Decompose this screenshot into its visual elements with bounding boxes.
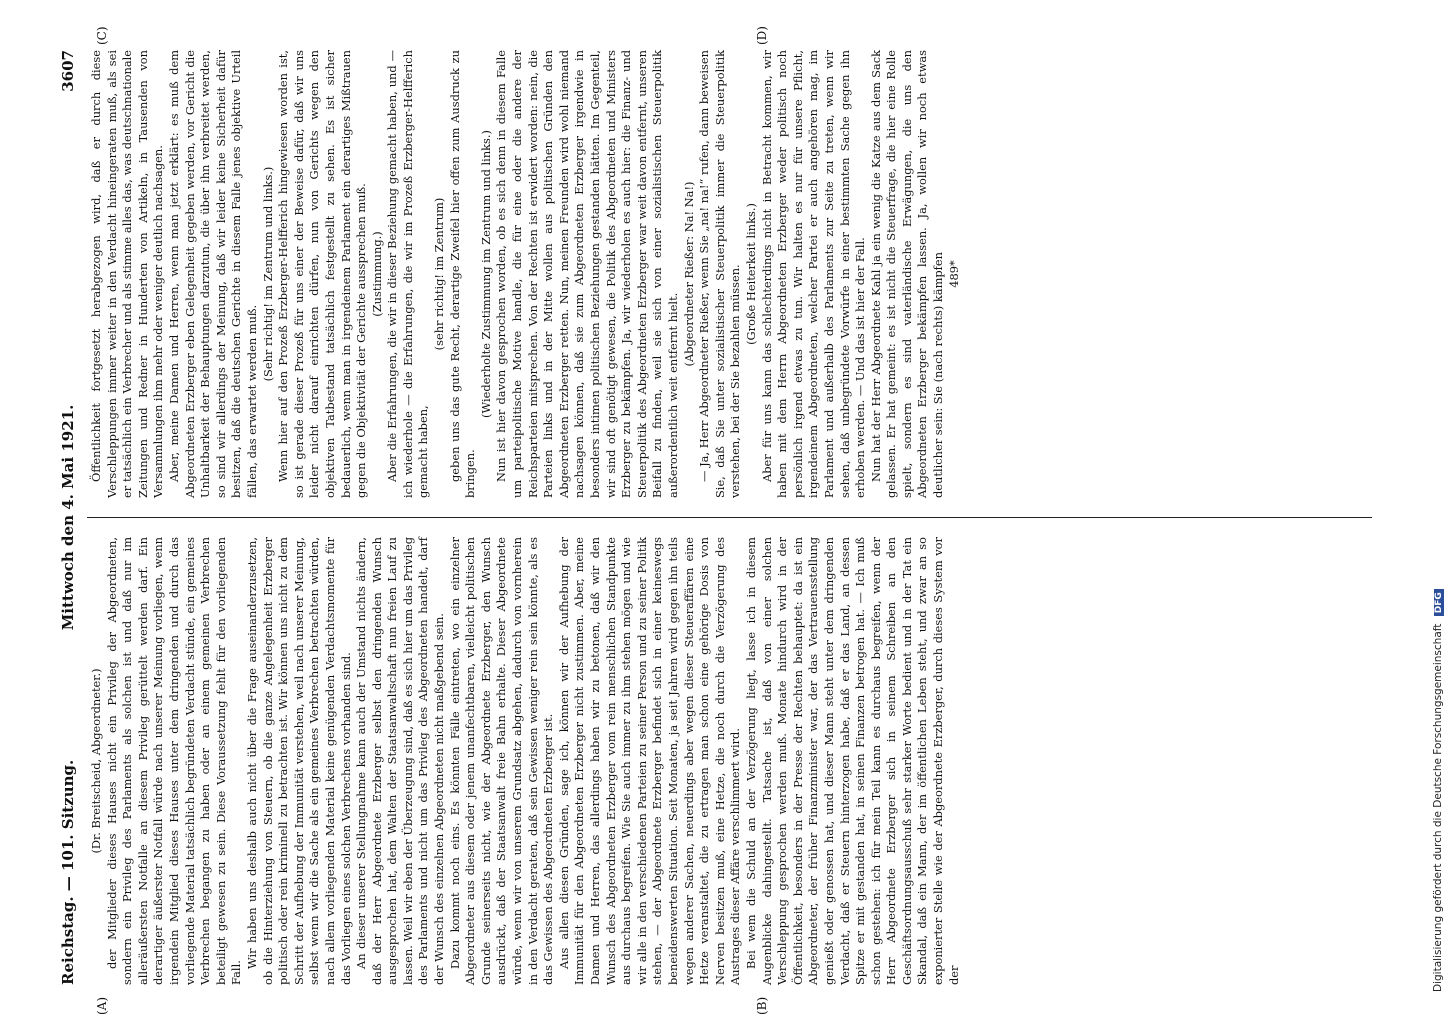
- margin-marker-a: (A): [95, 996, 109, 1015]
- paragraph: geben uns das gute Recht, derartige Zweifel hier offen zum Ausdruck zu bringen.: [447, 50, 478, 498]
- page-number: 3607: [59, 50, 77, 92]
- left-column: [89, 537, 1369, 985]
- paragraph: (Sehr richtig! im Zentrum und links.): [260, 166, 275, 382]
- paragraph: Dazu kommt noch eins. Es könnten Fälle eintreten, wo ein einzelner Abgeordneter aus diesem oder jenem unanfechtbaren, vielleicht politischen Grunde seinerseits nicht, wie der Abgeordnete Erzberger, den Wunsch ausdrückt, daß der Staatsanwalt freie Bahn erhalte. Dieser Abgeordnete würde, wenn wir von unserem Grundsatz abgehen, dadurch von vornherein in den Verdacht geraten, daß sein Gewissen weniger rein sein könnte, als es das Gewissen des Abgeordneten Erzberger ist.: [447, 537, 556, 985]
- paragraph: Wir haben uns deshalb auch nicht über die Frage auseinanderzusetzen, ob die Hinterziehung von Steuern, ob die ganze Angelegenheit Erzberger politisch oder rein kriminell zu betrachten ist. Wir können uns nicht zu dem Schritt der Aufhebung der Immunität verstehen, weil nach unserer Meinung, selbst wenn wir die Sache als ein gemeines Verbrechen betrachten würden, nach allem vorliegenden Material keine genügenden Verdachtsmomente für das Vorliegen eines solchen Verbrechens vorhanden sind.: [244, 537, 353, 985]
- paragraph: Aber, meine Damen und Herren, wenn man jetzt erklärt: es muß dem Abgeordneten Erzberger eben Gelegenheit gegeben werden, vor Gericht die Unhaltbarkeit der Behauptungen darzutun, die über ihn verbreitet werden, so sind wir allerdings der Meinung, daß wir leider keine Sicherheit dafür besitzen, daß die deutschen Gerichte in diesem Falle jenes objektive Urteil fällen, das erwartet werden muß.: [166, 50, 259, 498]
- margin-marker-c: (C): [95, 26, 109, 45]
- header-left: Reichstag. — 101. Sitzung.: [59, 759, 77, 985]
- side-credit: [1412, 0, 1444, 1000]
- paragraph: der Mitglieder dieses Hauses nicht ein Privileg der Abgeordneten, sondern ein Privileg des Parlaments als solchen ist und daß nur im alleräußersten Notfalle an diesem Privileg gerüttelt werden darf. Ein derartiger äußerster Notfall würde nach unserer Meinung vorliegen, wenn irgendein Mitglied dieses Hauses unter dem dringenden und durch das vorliegende Material tatsächlich begründeten Verdacht stünde, ein gemeines Verbrechen begangen zu haben oder an einem gemeinen Verbrechen beteiligt gewesen zu sein. Diese Voraussetzung fehlt für den vorliegenden Fall.: [104, 537, 244, 985]
- paragraph: Wenn hier auf den Prozeß Erzberger-Helfferich hingewiesen worden ist, so ist gerade dieser Prozeß für uns einer der Beweise dafür, daß wir uns leider nicht darauf einrichten dürfen, nun von Gerichts wegen den objektiven Tatbestand tatsächlich festgestellt zu sehen. Es ist sicher bedauerlich, wenn man in irgendeinem Parlament ein derartiges Mißtrauen gegen die Objektivität der Gerichte aussprechen muß.: [276, 50, 369, 498]
- column-divider: [87, 517, 1372, 518]
- paragraph: Aber für uns kann das schlechterdings nicht in Betracht kommen, wir haben mit dem Herrn Abgeordneten Erzberger weder politisch noch persönlich irgend etwas zu tun. Wir halten es nur für unsere Pflicht, irgendeinem Abgeordneten, welcher Partei er auch angehören mag, im Parlament und außerhalb des Parlaments zur Seite zu treten, wenn wir sehen, daß unbegründete Vorwürfe in einer bestimmten Sache gegen ihn erhoben werden. — Und das ist hier der Fall.: [759, 50, 868, 498]
- right-column: [89, 50, 1369, 498]
- page-header: [55, 50, 83, 985]
- paragraph: Öffentlichkeit fortgesetzt herabgezogen wird, daß er durch diese Verschleppungen immer weiter in den Verdacht hineingeraten muß, als sei er tatsächlich ein Verbrecher und als stimme alles das, was deutschnationale Zeitungen und Redner in Hunderten von Artikeln, in Tausenden von Versammlungen ihm mehr oder weniger deutlich nachsagen.: [89, 50, 166, 498]
- rotated-page-content: [55, 26, 1380, 1015]
- paragraph: (Wiederholte Zustimmung im Zentrum und links.): [478, 130, 493, 418]
- funding-note: Digitalisierung gefördert durch die Deutsche Forschungsgemeinschaft: [1432, 623, 1444, 992]
- paragraph: (Große Heiterkeit links.): [743, 203, 758, 345]
- paragraph: (sehr richtig! im Zentrum): [432, 197, 447, 351]
- paragraph: 489*: [946, 260, 961, 288]
- dfg-logo: DFG: [1434, 589, 1444, 616]
- margin-marker-b: (B): [755, 996, 769, 1015]
- paragraph: Nun hat der Herr Abgeordnete Kahl ja ein wenig die Katze aus dem Sack gelassen. Er hat gemeint: es ist nicht die Steuerfrage, die hier eine Rolle spielt, sondern es sind vaterländische Erwägungen, die uns den Abgeordneten Erzberger bekämpfen lassen. Ja, wollen wir noch etwas deutlicher sein: Sie (nach rechts) kämpfen: [868, 50, 946, 498]
- paragraph: Aus allen diesen Gründen, sage ich, können wir der Aufhebung der Immunität für den Abgeordneten Erzberger nicht zustimmen. Aber, meine Damen und Herren, das allerdings haben wir zu betonen, daß wir den Wunsch des Abgeordneten Erzberger vom rein menschlichen Standpunkte aus durchaus begreifen. Wie Sie auch immer zu ihm stehen mögen und wie wir alle in den verschiedenen Parteien zu seiner Person und zu seiner Politik stehen, — der Abgeordnete Erzberger befindet sich in einer keineswegs beneidenswerten Situation. Seit Monaten, ja seit Jahren wird gegen ihn teils wegen anderer Sachen, neuerdings aber wegen dieser Steueraffären eine Hetze veranstaltet, die zu ertragen man schon eine gehörige Dosis von Nerven besitzen muß, eine Hetze, die noch durch die Verzögerung des Austrages dieser Affäre verschlimmert wird.: [556, 537, 743, 985]
- margin-marker-d: (D): [755, 26, 769, 45]
- paragraph: Aber die Erfahrungen, die wir in dieser Beziehung gemacht haben, und — ich wiederhole — die Erfahrungen, die wir im Prozeß Erzberger-Helfferich gemacht haben,: [385, 50, 431, 498]
- paragraph: (Zustimmung.): [369, 231, 384, 317]
- paragraph: Nun ist hier davon gesprochen worden, ob es sich denn in diesem Falle um parteipolitische Motive handle, die für eine oder die andere der Reichsparteien mitsprechen. Von der Rechten ist erwidert worden: nein, die Parteien links und in der Mitte wollen aus politischen Gründen den Abgeordneten Erzberger retten. Nun, meinen Freunden wird wohl niemand nachsagen können, daß sie zum Abgeordneten Erzberger irgendwie in besonders intimen politischen Beziehungen gestanden hätten. Im Gegenteil, wir sind oft genötigt gewesen, die Politik des Abgeordneten und Ministers Erzberger zu bekämpfen. Ja, wir wiederholen es auch hier: die Finanz- und Steuerpolitik des Abgeordneten Erzberger war weit davon entfernt, unseren Beifall zu finden, weil sie sich von einer sozialistischen Steuerpolitik außerordentlich weit entfernt hielt.: [494, 50, 680, 498]
- paragraph: Bei wem die Schuld an der Verzögerung liegt, lasse ich in diesem Augenblicke dahingestellt. Tatsache ist, daß von einer solchen Verschleppung gesprochen werden muß. Monate hindurch wird in der Öffentlichkeit, besonders in der Presse der Rechten behauptet: da ist ein Abgeordneter, der früher Finanzminister war, der das Vertrauensstellung genießt oder genossen hat, und dieser Mann steht unter dem dringenden Verdacht, daß er Steuern hinterzogen habe, daß er das Land, an dessen Spitze er mit gestanden hat, in seinen Finanzen betrogen hat. — Ich muß schon gestehen: ich für mein Teil kann es durchaus begreifen, wenn der Herr Abgeordnete Erzberger sich in seinem Schreiben an den Geschäftsordnungsausschuß sehr starker Worte bedient und in der Tat ein Skandal, daß ein Mann, der im öffentlichen Leben steht, und zwar an so exponierter Stelle wie der Abgeordnete Erzberger, durch dieses System vor der: [743, 537, 961, 985]
- paragraph: (Dr. Breitscheid, Abgeordneter.): [89, 668, 103, 854]
- header-center: Mittwoch den 4. Mai 1921.: [59, 404, 77, 631]
- paragraph: An dieser unserer Stellungnahme kann auch der Umstand nichts ändern, daß der Herr Abgeordnete Erzberger selbst den dringenden Wunsch ausgesprochen hat, dem Walten der Staatsanwaltschaft nun freien Lauf zu lassen. Weil wir eben der Überzeugung sind, daß es sich hier um das Privileg des Parlaments und nicht um das Privileg des Abgeordneten handelt, darf der Wunsch des einzelnen Abgeordneten nicht maßgebend sein.: [354, 537, 447, 985]
- paragraph: (Abgeordneter Rießer: Na! Na!): [681, 181, 696, 367]
- paragraph: — Ja, Herr Abgeordneter Rießer, wenn Sie „na! na!“ rufen, dann beweisen Sie, daß Sie unter sozialistischer Steuerpolitik immer die Steuerpolitik verstehen, bei der Sie bezahlen müssen.: [697, 50, 743, 498]
